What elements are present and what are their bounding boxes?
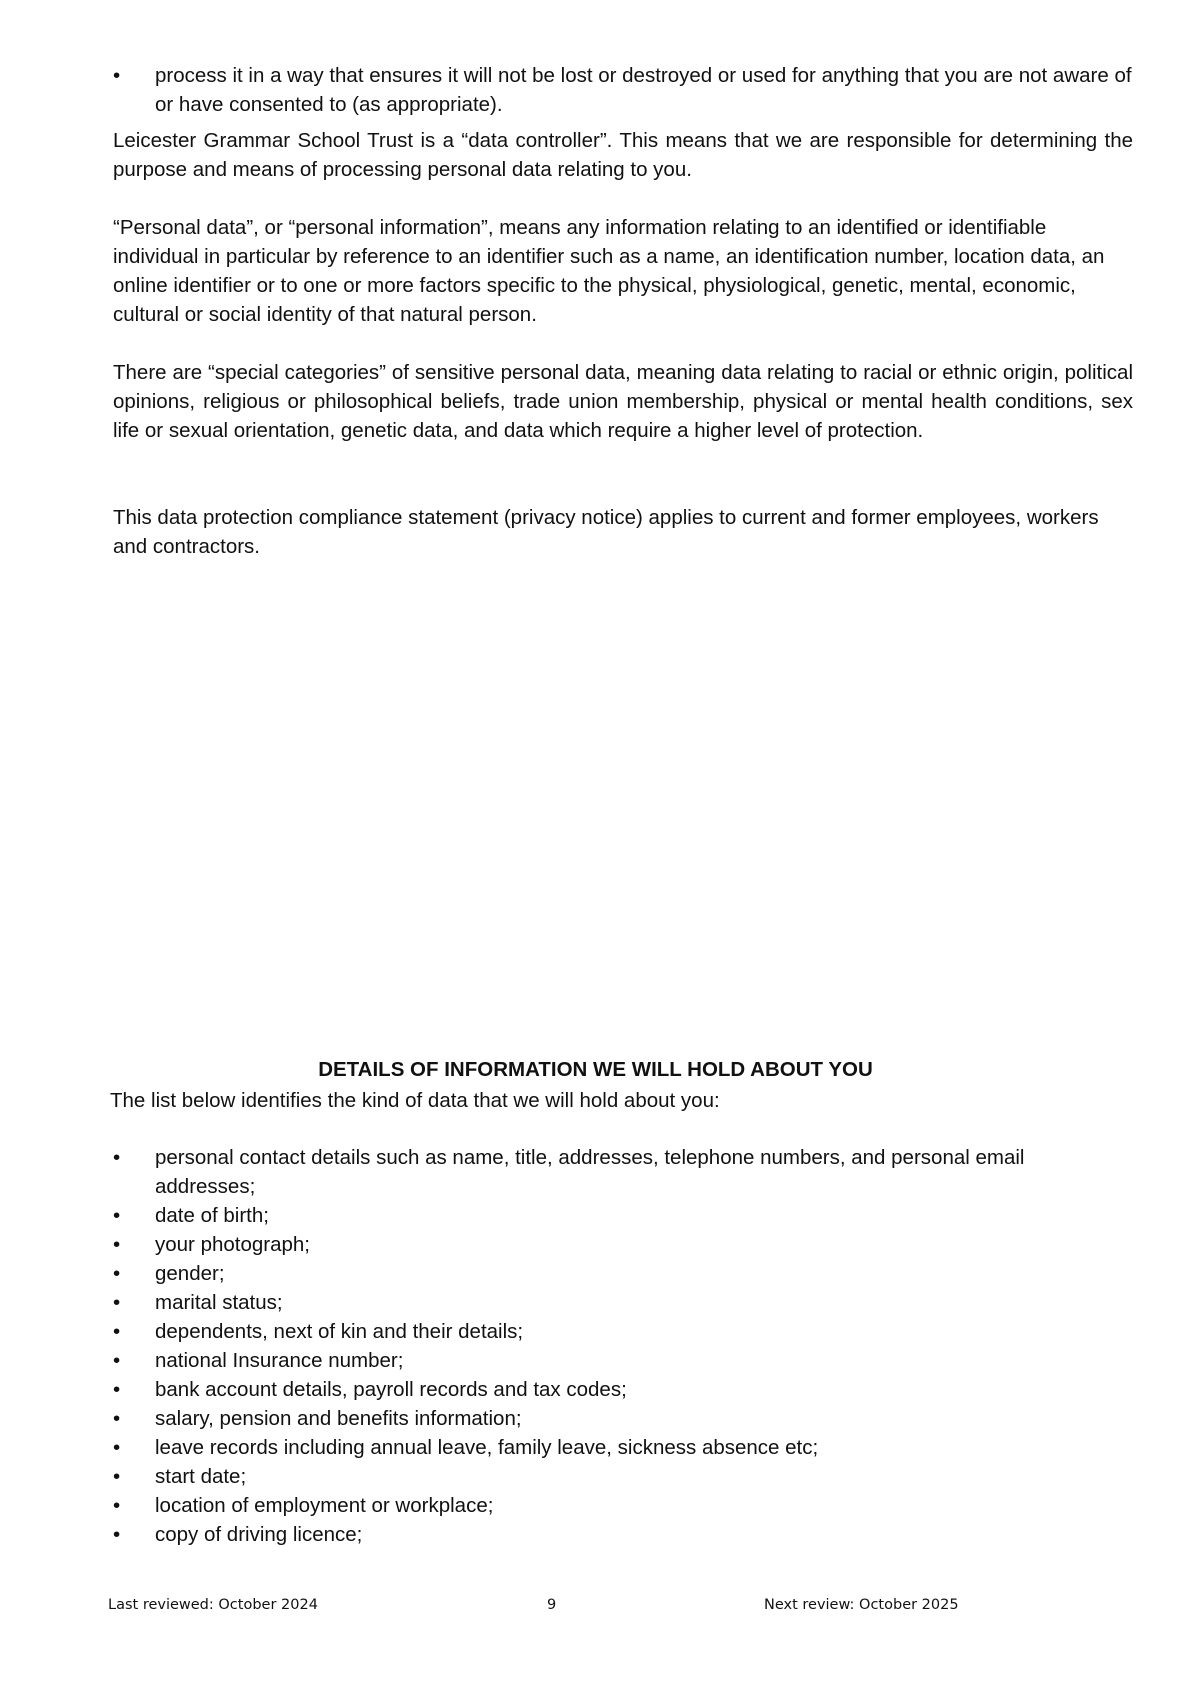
bullet-marker: •: [113, 1349, 121, 1372]
bullet-marker: •: [113, 1262, 121, 1285]
list-item: [113, 61, 1133, 119]
list-item-text: copy of driving licence;: [155, 1523, 363, 1546]
bullet-marker: •: [113, 1291, 121, 1314]
list-item: [113, 1201, 1113, 1230]
list-item: [113, 1288, 1113, 1317]
list-item-text: date of birth;: [155, 1204, 269, 1227]
list-item-text: personal contact details such as name, title, addresses, telephone numbers, and personal email addresses;: [155, 1146, 1025, 1198]
list-item-text: start date;: [155, 1465, 247, 1488]
personal-data-paragraph: “Personal data”, or “personal information”, means any information relating to an identified or identifiable individual in particular by reference to an identifier such as a name, an identification number, location data, an online identifier or to one or more factors specific to the physical, physiological, genetic, mental, economic, cultural or social identity of that natural person.: [113, 216, 1105, 326]
list-item-text: process it in a way that ensures it will not be lost or destroyed or used for anything that you are not aware of or have consented to (as appropriate).: [155, 64, 1132, 116]
list-item-text: bank account details, payroll records and tax codes;: [155, 1378, 627, 1401]
list-item: [113, 1375, 1113, 1404]
list-item: [113, 1259, 1113, 1288]
data-controller-paragraph: Leicester Grammar School Trust is a “data controller”. This means that we are responsible for determining the purpose and means of processing personal data relating to you.: [113, 129, 1133, 181]
bullet-marker: •: [113, 1465, 121, 1488]
list-item: [113, 1317, 1113, 1346]
bullet-marker: •: [113, 1436, 121, 1459]
list-item-text: leave records including annual leave, family leave, sickness absence etc;: [155, 1436, 819, 1459]
list-item: [113, 1491, 1113, 1520]
list-item: [113, 1520, 1113, 1549]
list-item-text: gender;: [155, 1262, 225, 1285]
bullet-marker: •: [113, 1320, 121, 1343]
list-item: [113, 1346, 1113, 1375]
top-bullet-list: [113, 61, 1133, 119]
list-item: [113, 1462, 1113, 1491]
list-item: [113, 1143, 1113, 1201]
section-intro: The list below identifies the kind of data that we will hold about you:: [110, 1089, 720, 1112]
list-item-text: national Insurance number;: [155, 1349, 404, 1372]
footer-last-reviewed: Last reviewed: October 2024: [108, 1597, 318, 1613]
bullet-marker: •: [113, 1378, 121, 1401]
bullet-marker: •: [113, 1523, 121, 1546]
list-item-text: location of employment or workplace;: [155, 1494, 494, 1517]
list-item: [113, 1230, 1113, 1259]
special-categories-paragraph: There are “special categories” of sensitive personal data, meaning data relating to racial or ethnic origin, political opinions, religious or philosophical beliefs, trade union membership, physical or mental health conditions, sex life or sexual orientation, genetic data, and data which require a higher level of protection.: [113, 361, 1133, 442]
bullet-marker: •: [113, 1146, 121, 1169]
list-item: [113, 1404, 1113, 1433]
bullet-marker: •: [113, 1407, 121, 1430]
footer-page-number: 9: [547, 1597, 557, 1613]
list-item-text: your photograph;: [155, 1233, 311, 1256]
list-item-text: dependents, next of kin and their details;: [155, 1320, 524, 1343]
applies-to-paragraph: This data protection compliance statement (privacy notice) applies to current and former employees, workers and contractors.: [113, 506, 1099, 558]
section-heading: DETAILS OF INFORMATION WE WILL HOLD ABOUT YOU: [318, 1058, 873, 1081]
bullet-marker: •: [113, 1204, 121, 1227]
list-item: [113, 1433, 1113, 1462]
bullet-marker: •: [113, 64, 121, 87]
footer-next-review: Next review: October 2025: [764, 1597, 959, 1613]
details-bullet-list: [113, 1143, 1113, 1549]
bullet-marker: •: [113, 1233, 121, 1256]
list-item-text: marital status;: [155, 1291, 283, 1314]
bullet-marker: •: [113, 1494, 121, 1517]
list-item-text: salary, pension and benefits information;: [155, 1407, 522, 1430]
